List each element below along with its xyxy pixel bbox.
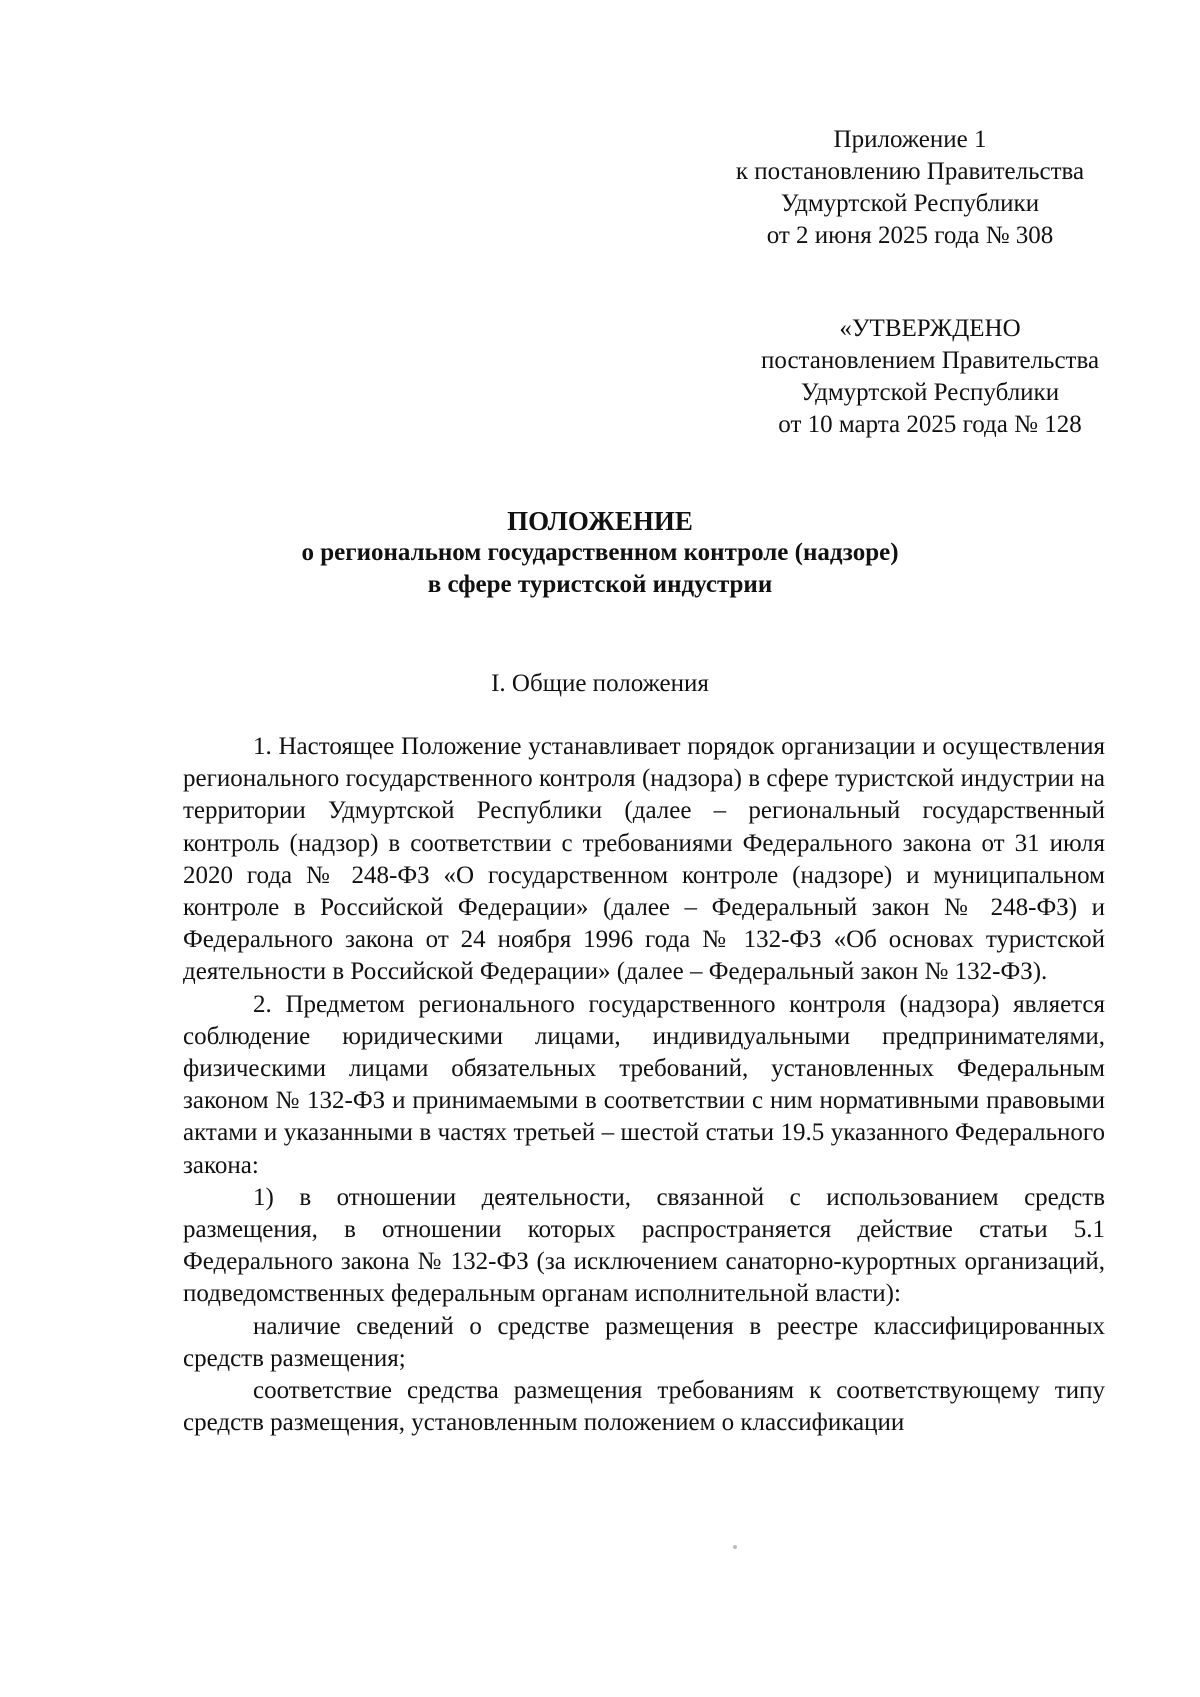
- document-body: [183, 731, 1105, 1439]
- approved-line-4: от 10 марта 2025 года № 128: [778, 411, 1082, 438]
- appendix-line-4: от 2 июня 2025 года № 308: [766, 222, 1054, 249]
- paragraph-5: соответствие средства размещения требованиям к соответствующему типу средств размещения, установленным положением о классификации: [183, 1377, 1105, 1437]
- title-subtitle-1: о региональном государственном контроле (надзоре): [301, 539, 899, 566]
- paragraph-4: наличие сведений о средстве размещения в реестре классифицированных средств размещения;: [183, 1312, 1105, 1372]
- title-subtitle-2: в сфере туристской индустрии: [427, 571, 773, 598]
- approved-line-2: постановлением Правительства: [760, 347, 1100, 374]
- appendix-line-2: к постановлению Правительства: [735, 158, 1085, 185]
- approved-line-3: Удмуртской Республики: [800, 379, 1060, 406]
- appendix-line-1: Приложение 1: [833, 126, 987, 153]
- paragraph-1: 1. Настоящее Положение устанавливает порядок организации и осуществления регионального государственного контроля (надзора) в сфере туристской индустрии на территории Удмуртской Республики (далее – региональный государственный контроль (надзор) в соответствии с требованиями Федерального закона от 31 июля 2020 года № 248-ФЗ «О государственном контроле (надзоре) и муниципальном контроле в Российской Федерации» (далее – Федеральный закон № 248-ФЗ) и Федерального закона от 24 ноября 1996 года № 132-ФЗ «Об основах туристской деятельности в Российской Федерации» (далее – Федеральный закон № 132-ФЗ).: [183, 733, 1105, 986]
- document-title: [0, 505, 1200, 601]
- scan-dot: [733, 1545, 737, 1549]
- approved-block: [720, 313, 1140, 441]
- approved-line-1: «УТВЕРЖДЕНО: [839, 315, 1021, 342]
- title-main: ПОЛОЖЕНИЕ: [507, 506, 693, 536]
- paragraph-3: 1) в отношении деятельности, связанной с использованием средств размещения, в отношении которых распространяется действие статьи 5.1 Федерального закона № 132-ФЗ (за исключением санаторно-курортных организаций, подведомственных федеральным органам исполнительной власти):: [183, 1183, 1105, 1308]
- appendix-block: [720, 124, 1100, 252]
- section-heading: I. Общие положения: [491, 670, 709, 697]
- appendix-line-3: Удмуртской Республики: [780, 190, 1040, 217]
- paragraph-2: 2. Предметом регионального государственного контроля (надзора) является соблюдение юридическими лицами, индивидуальными предпринимателями, физическими лицами обязательных требований, установленных Федеральным законом № 132-ФЗ и принимаемыми в соответствии с ним нормативными правовыми актами и указанными в частях третьей – шестой статьи 19.5 указанного Федерального закона:: [183, 990, 1105, 1179]
